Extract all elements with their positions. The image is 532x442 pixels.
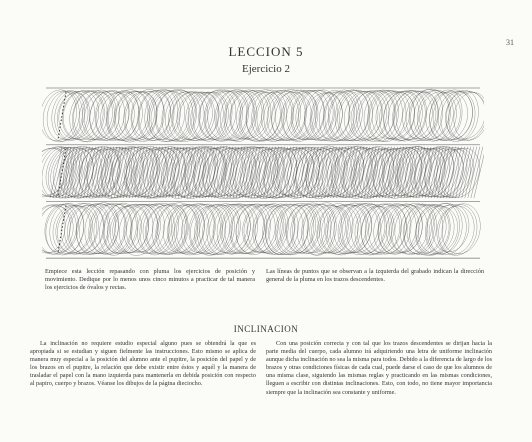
section-heading: INCLINACION <box>233 324 299 334</box>
oval-band <box>42 89 484 142</box>
caption-right: Las líneas de puntos que se observan a la izquierda del grabado indican la dirección general de la pluma en los trazos descendentes. <box>266 268 484 284</box>
caption-left: Empiece esta lección repasando con pluma los ejercicios de posición y movimiento. Dedique por lo menos unos cinco minutos a practicar de tal manera los ejercicios de óvalos y rectas. <box>45 268 255 292</box>
lesson-title: LECCION 5 <box>228 44 304 59</box>
oval-band <box>42 146 484 199</box>
exercise-title: Ejercicio 2 <box>242 63 290 75</box>
body-column-left: La inclinación no requiere estudio especial alguno pues se obtendrá la que es apropiada si se estudian y siguen fielmente las instrucciones. Esto mismo se aplica de manera muy especial a la posición del alumno ante el pupitre, la posición del papel y de los brazos en el pupitre, la relación que debe existir entre éstos y aquél y la manera de trasladar el papel con la mano izquierda para mantenerla en debida posición con respecto al papiro, cuerpo y brazos. Véanse los dibujos de la página dieciocho. <box>30 340 256 388</box>
body-column-right: Con una posición correcta y con tal que los trazos descendentes se dirijan hacia la parte media del cuerpo, cada alumno irá adquiriendo una letra de uniforme inclinación aunque dicha inclinación no sea la misma para todos. Debido a la diferencia de largo de los brazos y otras condiciones físicas de cada cual, puede darse el caso de que los alumnos de una misma clase, siguiendo las mismas reglas y practicando en las mismas condiciones, lleguen a escribir con distintas inclinaciones. Esto, con todo, no tiene mayor importancia siempre que la inclinación sea constante y uniforme. <box>266 340 492 396</box>
direction-dotted-line <box>58 92 66 139</box>
oval-band <box>42 203 482 256</box>
page-number: 31 <box>506 38 514 47</box>
oval-exercise-illustration <box>42 84 484 262</box>
oval-exercise-drawing <box>42 84 484 262</box>
